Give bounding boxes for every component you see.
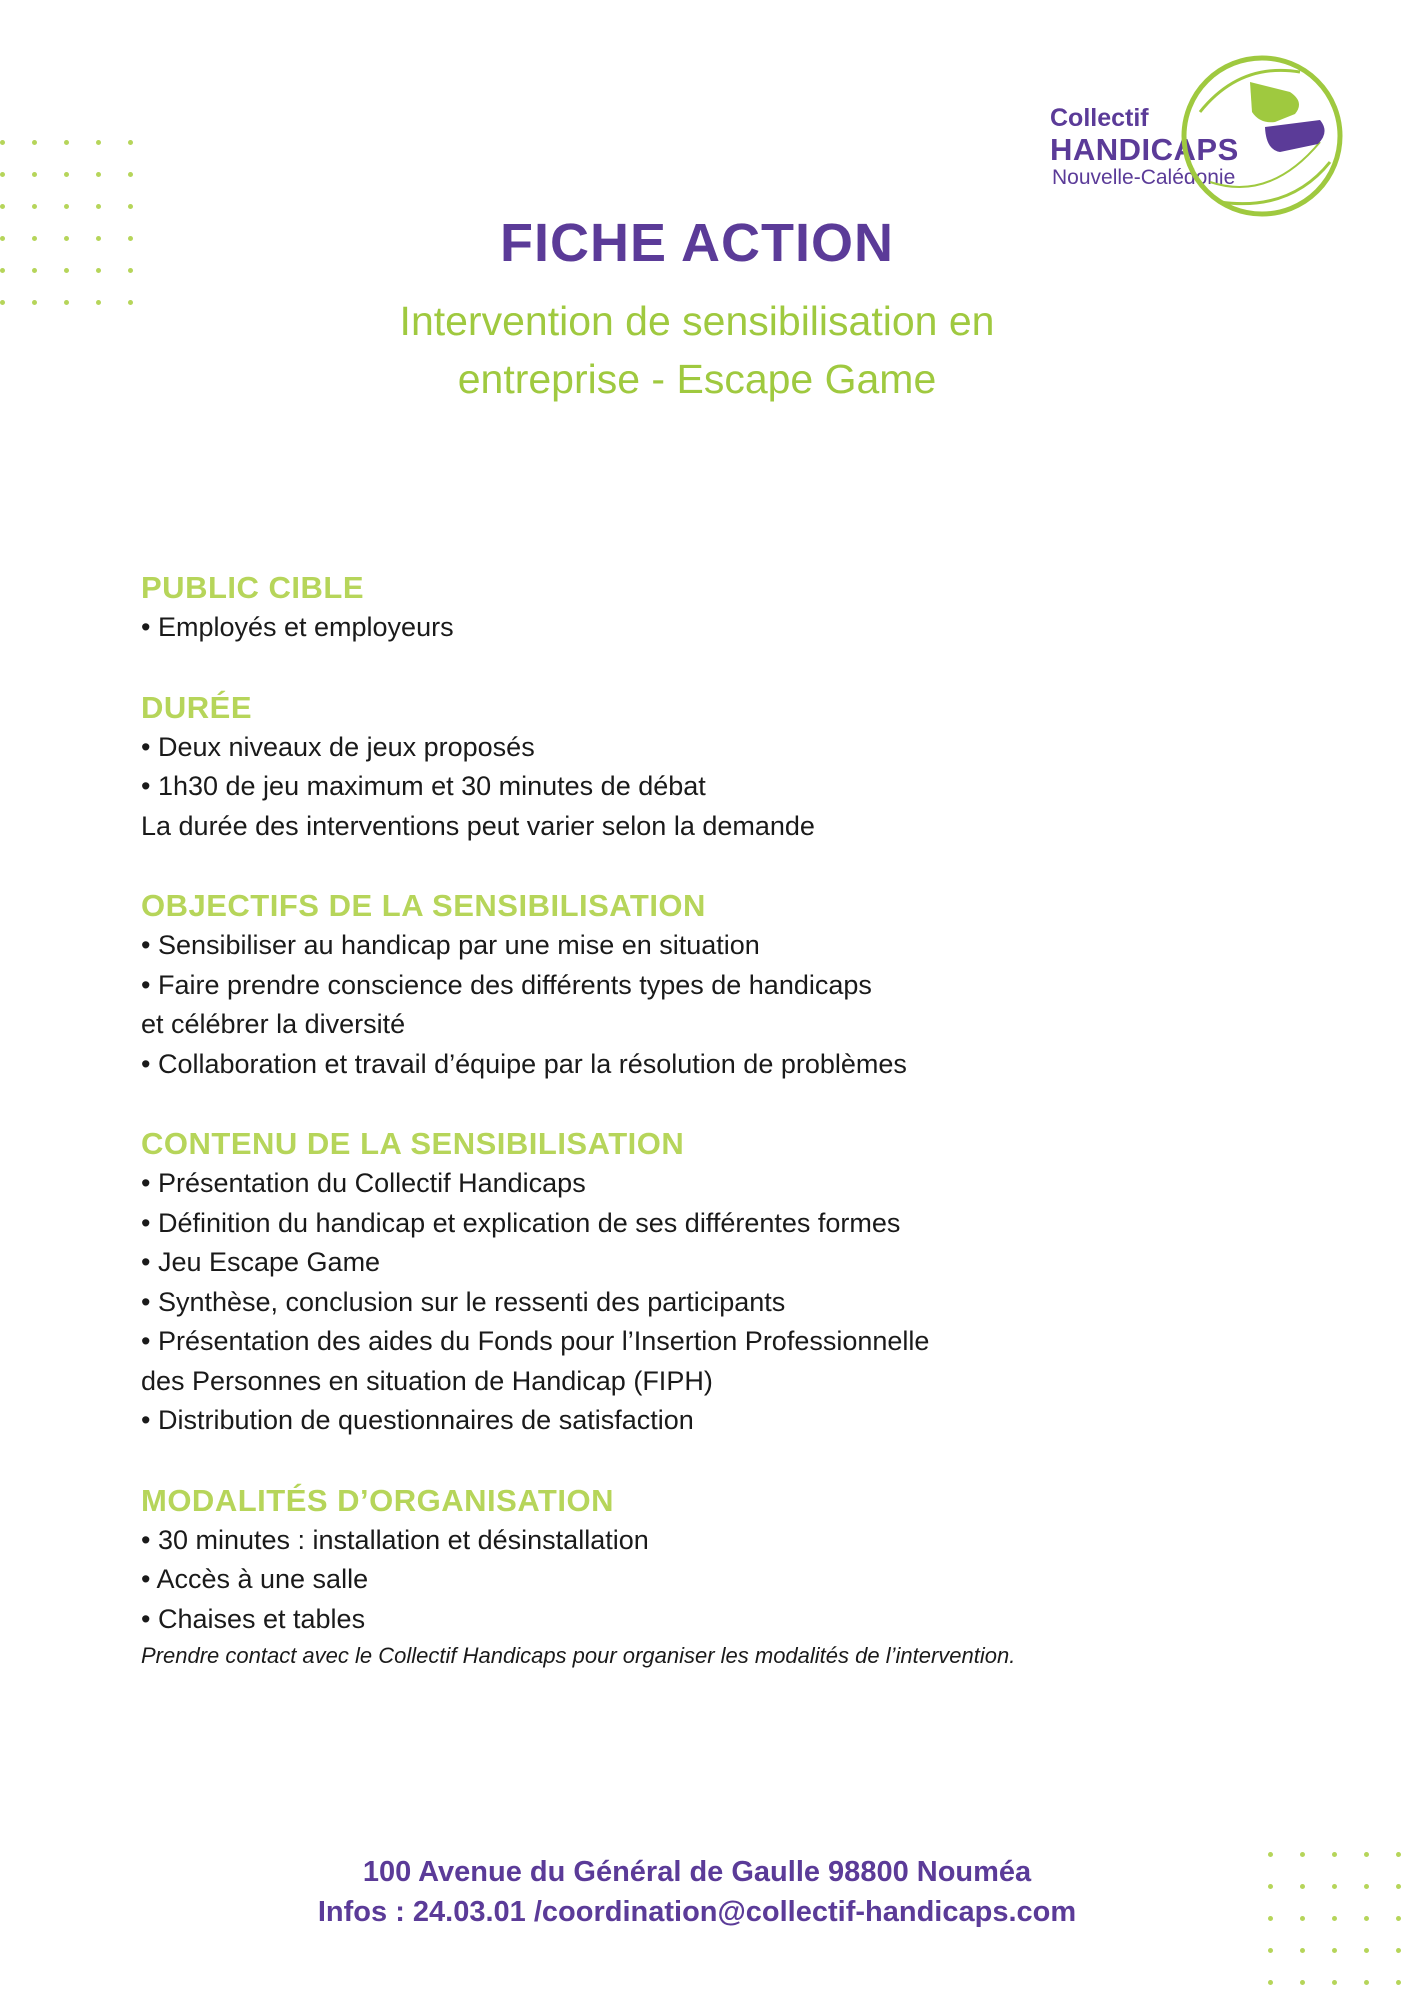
collectif-handicaps-logo bbox=[1050, 52, 1350, 232]
list-item: La durée des interventions peut varier selon la demande bbox=[141, 810, 815, 841]
logo-line2: HANDICAPS bbox=[1050, 132, 1239, 167]
contact-note: Prendre contact avec le Collectif Handicaps pour organiser les modalités de l’intervention. bbox=[141, 1643, 1016, 1668]
section-modalites bbox=[141, 1481, 1261, 1674]
list-item: des Personnes en situation de Handicap (FIPH) bbox=[141, 1365, 713, 1396]
section-contenu bbox=[141, 1124, 1261, 1441]
logo-line1: Collectif bbox=[1050, 104, 1149, 132]
section-title: PUBLIC CIBLE bbox=[141, 570, 364, 605]
list-item: • Deux niveaux de jeux proposés bbox=[141, 731, 535, 762]
main-content bbox=[141, 568, 1261, 1713]
section-title: CONTENU DE LA SENSIBILISATION bbox=[141, 1126, 685, 1161]
hands-circle-icon bbox=[1180, 52, 1350, 222]
footer-contact: Infos : 24.03.01 /coordination@collectif-handicaps.com bbox=[317, 1896, 1077, 1928]
subtitle-line-2: entreprise - Escape Game bbox=[457, 356, 937, 402]
list-item: • Sensibiliser au handicap par une mise en situation bbox=[141, 930, 760, 960]
list-item: • Synthèse, conclusion sur le ressenti des participants bbox=[141, 1286, 786, 1317]
section-duree bbox=[141, 688, 1261, 847]
logo-line3: Nouvelle-Calédonie bbox=[1052, 166, 1236, 189]
page-subtitle bbox=[0, 292, 1394, 408]
list-item: • Collaboration et travail d’équipe par la résolution de problèmes bbox=[141, 1048, 907, 1079]
list-item: • Faire prendre conscience des différents types de handicaps bbox=[141, 969, 872, 1000]
subtitle-line-1: Intervention de sensibilisation en bbox=[399, 298, 995, 344]
list-item: • 30 minutes : installation et désinstallation bbox=[141, 1524, 649, 1555]
section-public-cible bbox=[141, 568, 1261, 648]
list-item: • 1h30 de jeu maximum et 30 minutes de débat bbox=[141, 771, 706, 801]
list-item: • Employés et employeurs bbox=[141, 612, 454, 642]
list-item: • Distribution de questionnaires de satisfaction bbox=[141, 1405, 694, 1435]
list-item: et célébrer la diversité bbox=[141, 1009, 406, 1039]
list-item: • Définition du handicap et explication de ses différentes formes bbox=[141, 1207, 901, 1238]
section-objectifs bbox=[141, 886, 1261, 1084]
page-title: FICHE ACTION bbox=[500, 213, 894, 273]
list-item: • Chaises et tables bbox=[141, 1603, 366, 1634]
footer-address: 100 Avenue du Général de Gaulle 98800 Nouméa bbox=[362, 1856, 1032, 1888]
section-title: MODALITÉS D’ORGANISATION bbox=[141, 1482, 614, 1518]
footer bbox=[0, 1852, 1394, 1932]
list-item: • Présentation des aides du Fonds pour l’Insertion Professionnelle bbox=[141, 1326, 930, 1356]
section-title: OBJECTIFS DE LA SENSIBILISATION bbox=[141, 888, 706, 923]
section-title: DURÉE bbox=[141, 689, 253, 725]
list-item: • Présentation du Collectif Handicaps bbox=[141, 1168, 586, 1198]
list-item: • Accès à une salle bbox=[141, 1564, 369, 1594]
list-item: • Jeu Escape Game bbox=[141, 1247, 381, 1277]
